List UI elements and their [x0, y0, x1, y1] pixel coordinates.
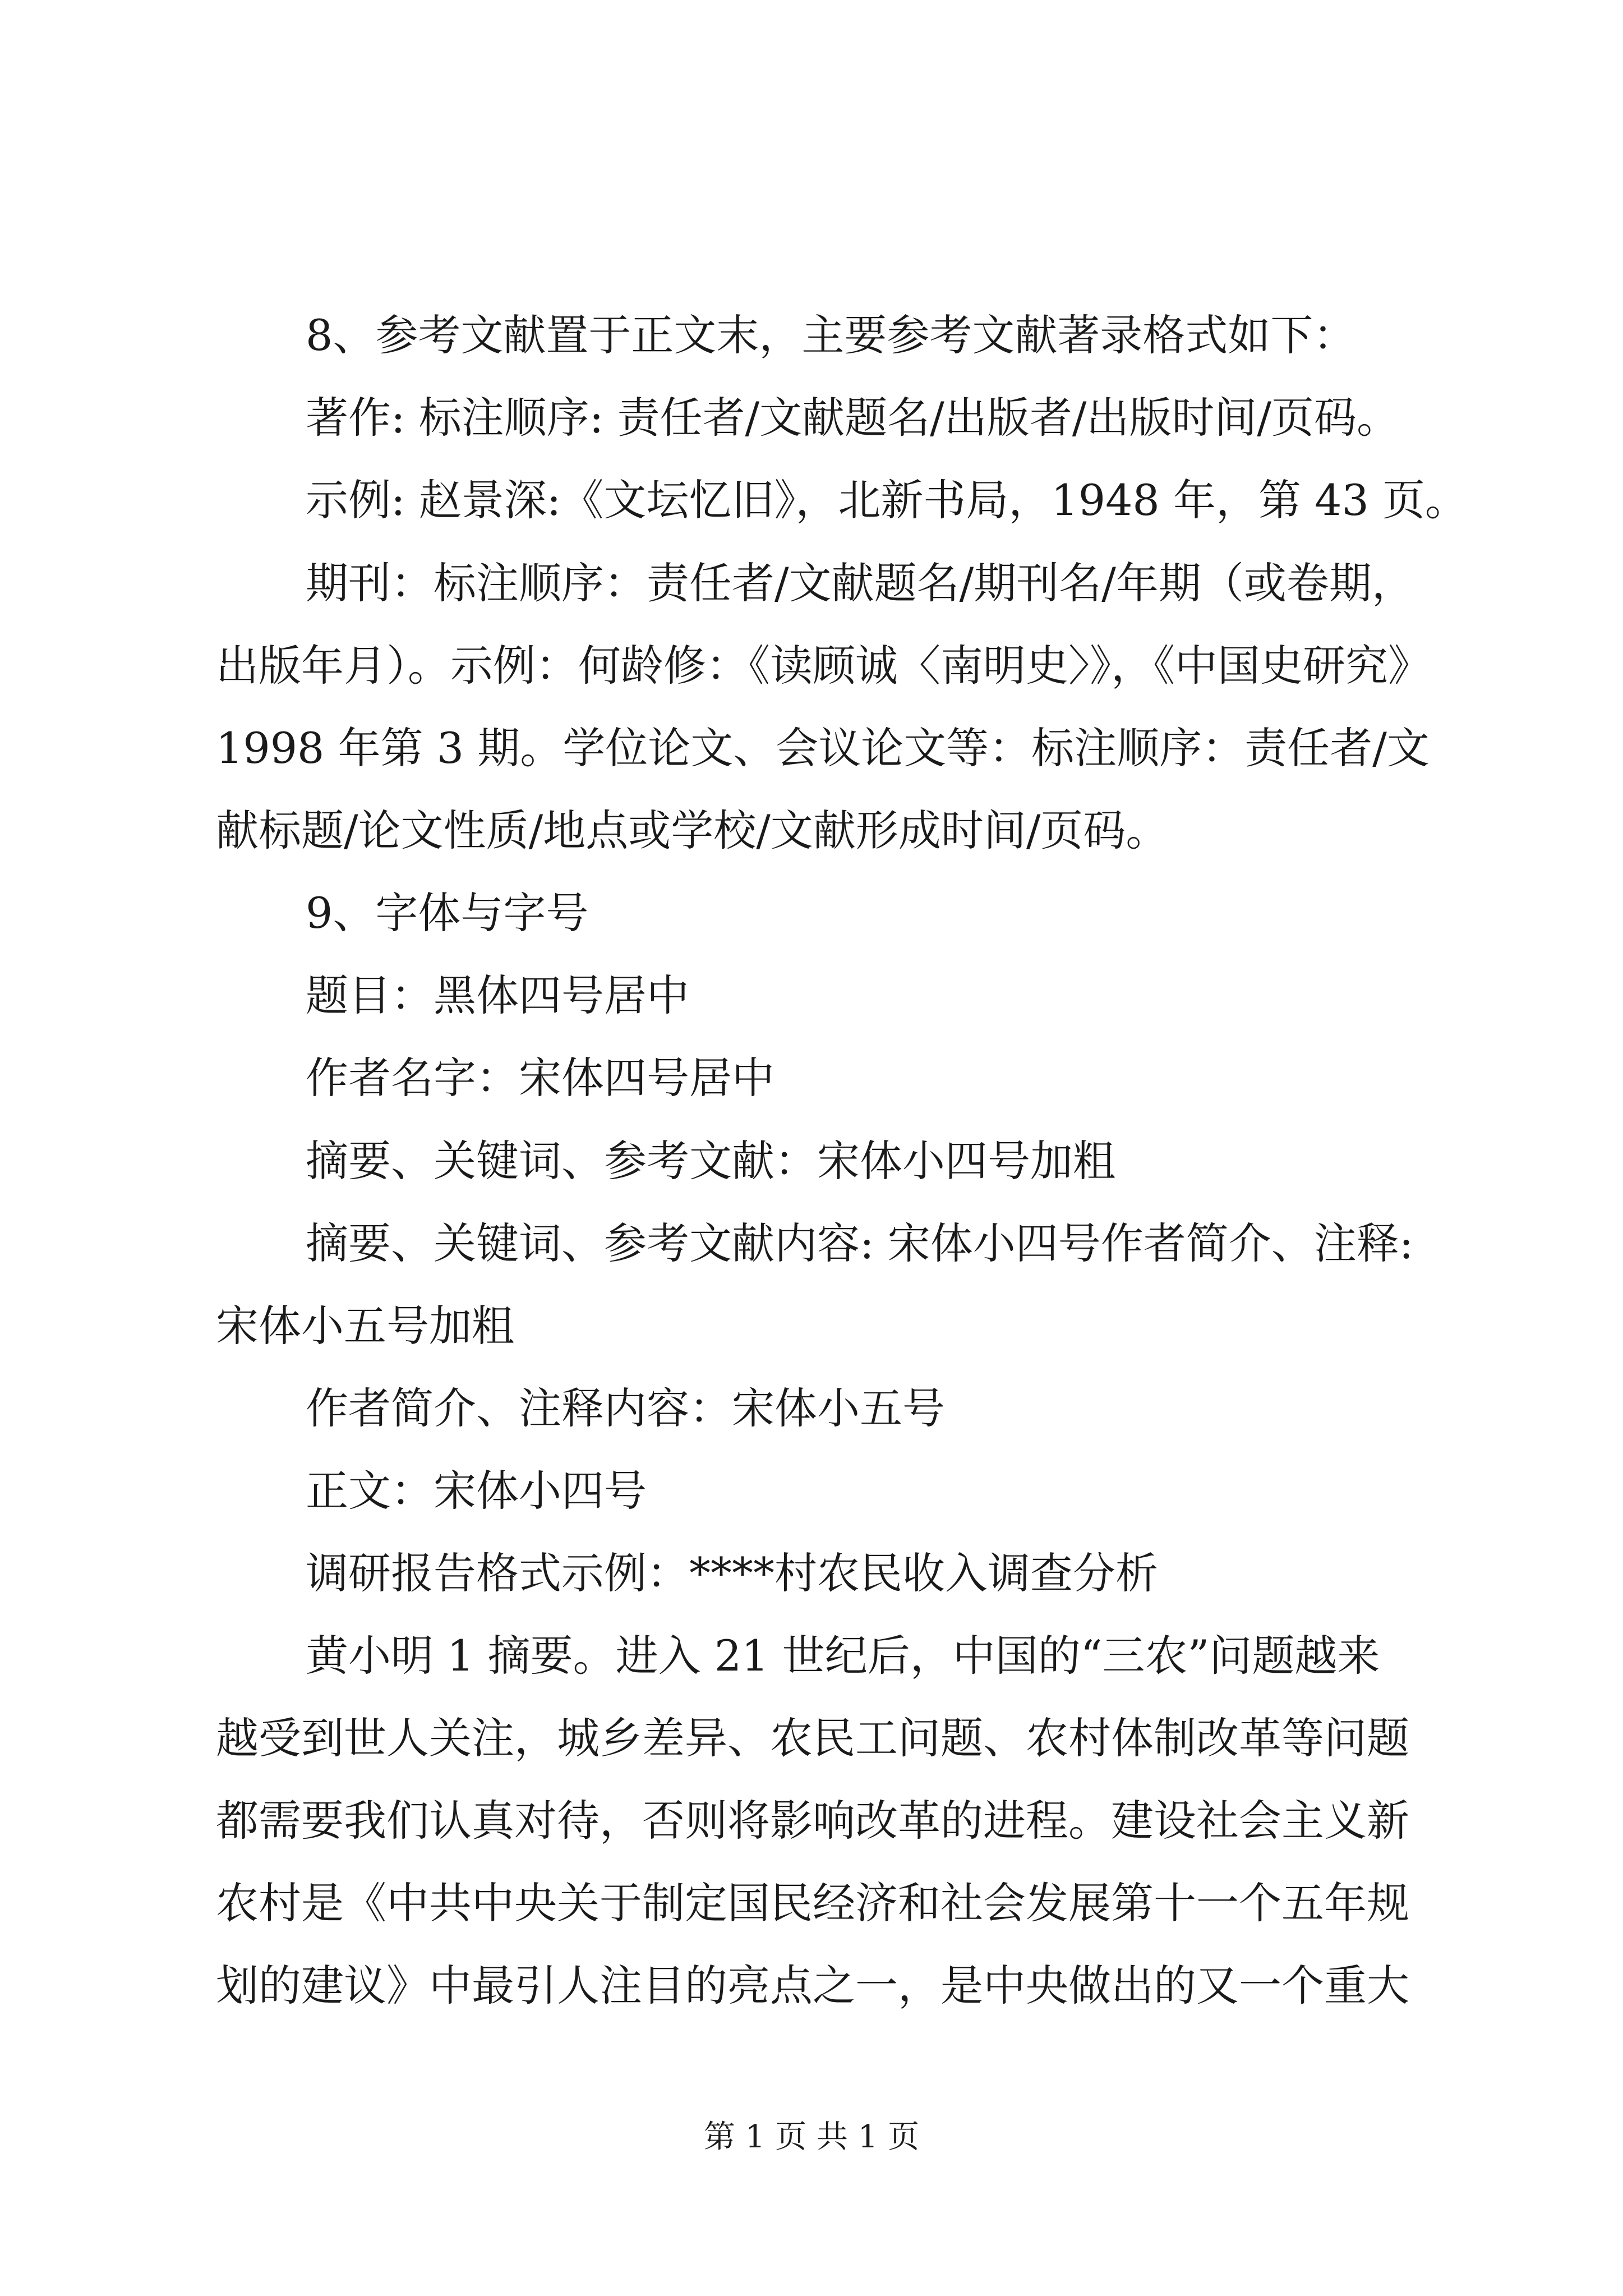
paragraph-line: 期刊：标注顺序：责任者/文献题名/期刊名/年期（或卷期， [306, 558, 1414, 608]
paragraph-line: 8、参考文献置于正文末，主要参考文献著录格式如下： [306, 310, 1356, 360]
paragraph-line: 调研报告格式示例：****村农民收入调查分析 [306, 1548, 1158, 1598]
paragraph-line: 划的建议》中最引人注目的亮点之一，是中央做出的又一个重大 [216, 1961, 1409, 2010]
paragraph-line: 越受到世人关注，城乡差异、农民工问题、农村体制改革等问题 [216, 1713, 1409, 1763]
paragraph-line: 作者名字：宋体四号居中 [306, 1053, 774, 1103]
paragraph-line: 著作: 标注顺序: 责任者/文献题名/出版者/出版时间/页码。 [306, 393, 1399, 443]
paragraph-line: 出版年月）。示例：何龄修：《读顾诚〈南明史〉》，《中国史研究》 [216, 641, 1431, 691]
paragraph-line: 摘要、关键词、参考文献：宋体小四号加粗 [306, 1136, 1115, 1186]
paragraph-line: 摘要、关键词、参考文献内容: 宋体小四号作者简介、注释: [306, 1218, 1414, 1268]
paragraph-line: 正文：宋体小四号 [306, 1466, 647, 1516]
paragraph-line: 农村是《中共中央关于制定国民经济和社会发展第十一个五年规 [216, 1878, 1409, 1928]
paragraph-line: 黄小明 1 摘要。进入 21 世纪后，中国的“三农”问题越来 [306, 1631, 1380, 1681]
paragraph-line: 1998 年第 3 期。学位论文、会议论文等：标注顺序：责任者/文 [216, 723, 1430, 773]
paragraph-line: 献标题/论文性质/地点或学校/文献形成时间/页码。 [216, 806, 1169, 855]
section-heading: 9、字体与字号 [306, 888, 589, 938]
paragraph-line: 示例: 赵景深:《文坛忆旧》，北新书局，1948 年，第 43 页。 [306, 475, 1468, 525]
paragraph-line: 题目：黑体四号居中 [306, 970, 689, 1020]
paragraph-line: 都需要我们认真对待，否则将影响改革的进程。建设社会主义新 [216, 1796, 1409, 1846]
page-number-footer: 第 1 页 共 1 页 [703, 2119, 920, 2155]
paragraph-line: 宋体小五号加粗 [216, 1301, 514, 1351]
paragraph-line: 作者简介、注释内容：宋体小五号 [306, 1383, 945, 1433]
